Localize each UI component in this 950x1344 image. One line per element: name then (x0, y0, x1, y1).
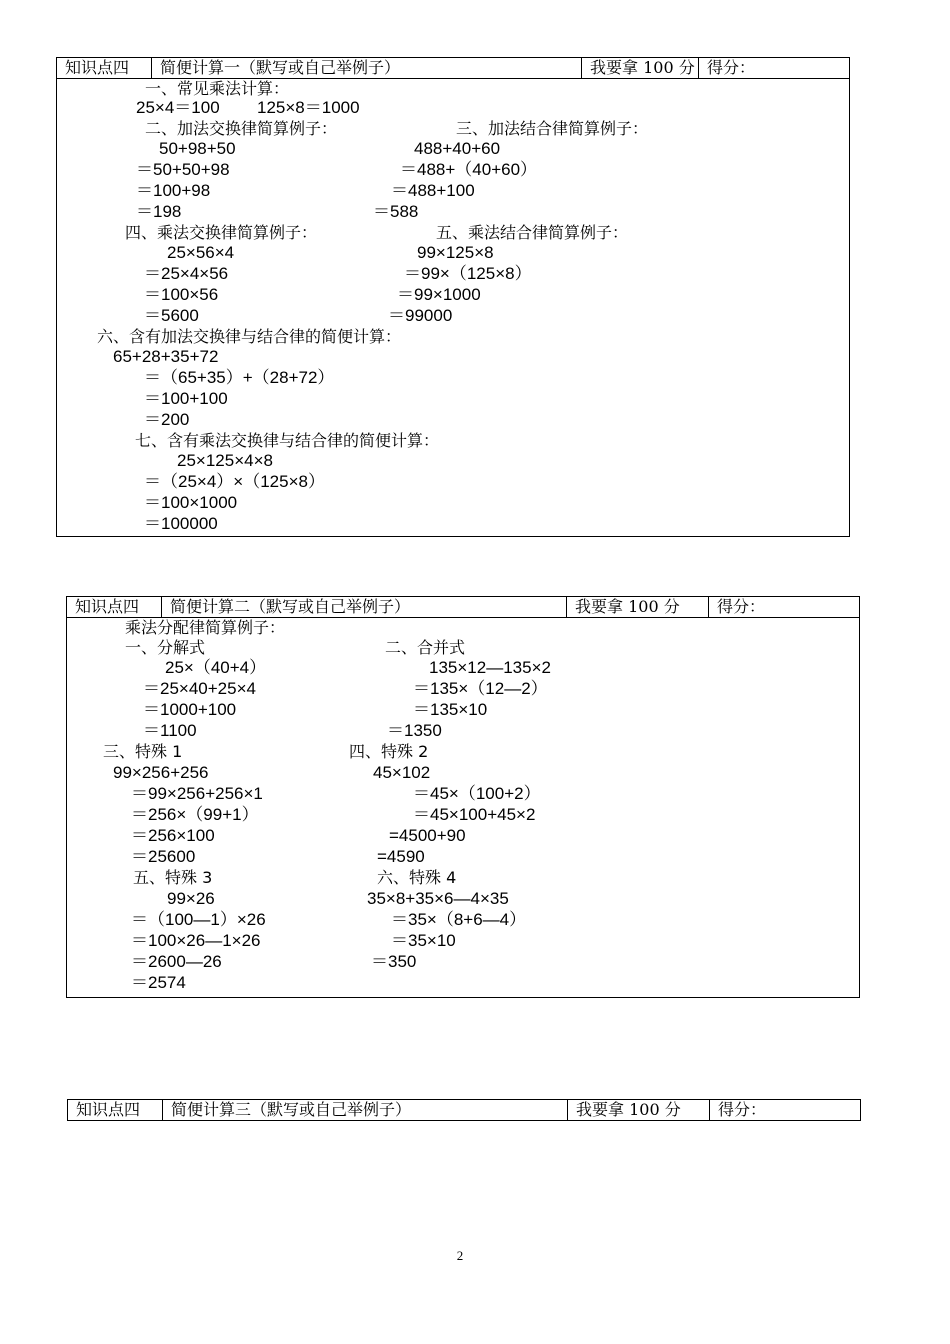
header-topic: 知识点四 (75, 597, 140, 616)
calc-line: 99×256+256 (113, 763, 209, 782)
header-title: 简便计算一（默写或自己举例子） (151, 58, 581, 78)
header-score: 得分： (708, 597, 861, 617)
calc-line: ＝100×26—1×26 (131, 931, 261, 950)
header-title: 简便计算三（默写或自己举例子） (162, 1100, 567, 1120)
calc-line: ＝45×100+45×2 (413, 805, 536, 824)
calc-line: ＝（100—1）×26 (131, 910, 266, 929)
calc-line: 45×102 (373, 763, 431, 782)
calc-line: ＝1100 (143, 721, 197, 740)
section-heading: 二、加法交换律简算例子： (145, 119, 338, 138)
calc-line: ＝25600 (131, 847, 196, 866)
knowledge-table-3 (67, 1099, 861, 1121)
calc-line: ＝256×（99+1） (131, 805, 259, 824)
calc-line: ＝488+（40+60） (400, 160, 538, 179)
calc-line: 25×56×4 (167, 243, 235, 262)
table-header (68, 1100, 860, 1120)
section-heading: 五、乘法结合律简算例子： (436, 223, 629, 242)
calc-line: ＝100+100 (144, 389, 228, 408)
section-heading: 六、含有加法交换律与结合律的简便计算： (97, 327, 402, 346)
section-heading: 七、含有乘法交换律与结合律的简便计算： (135, 431, 440, 450)
calc-line: ＝35×（8+6—4） (391, 910, 527, 929)
calc-line: ＝35×10 (391, 931, 456, 950)
calc-line: 50+98+50 (159, 139, 236, 158)
calc-line: ＝135×（12—2） (413, 679, 548, 698)
header-topic: 知识点四 (65, 58, 130, 77)
calc-line: 488+40+60 (414, 139, 501, 158)
section-heading: 一、分解式 (125, 638, 206, 657)
calc-line: ＝99×（125×8） (404, 264, 532, 283)
calc-line: ＝350 (371, 952, 417, 971)
calc-line: ＝（65+35）+（28+72） (144, 368, 335, 387)
section-heading: 乘法分配律简算例子： (125, 618, 286, 637)
header-title: 简便计算二（默写或自己举例子） (161, 597, 566, 617)
section-heading: 三、加法结合律简算例子： (456, 119, 649, 138)
calc-line: ＝100×1000 (144, 493, 238, 512)
calc-line: ＝1000+100 (143, 700, 237, 719)
section-heading: 四、特殊 2 (349, 742, 429, 761)
calc-line: 25×（40+4） (165, 658, 267, 677)
calc-line: ＝100×56 (144, 285, 219, 304)
section-heading: 五、特殊 3 (133, 868, 213, 887)
knowledge-table-2 (66, 596, 860, 998)
page-number: 2 (456, 1248, 464, 1263)
section-heading: 四、乘法交换律简算例子： (125, 223, 318, 242)
calc-line: ＝2600—26 (131, 952, 222, 971)
calc-line: 65+28+35+72 (113, 347, 219, 366)
calc-line: ＝25×4×56 (144, 264, 229, 283)
calc-line: ＝200 (144, 410, 190, 429)
calc-line: 25×4＝100 (136, 98, 220, 117)
table-header (67, 597, 859, 618)
header-goal: 我要拿 100 分 (581, 58, 698, 78)
calc-line: =4500+90 (389, 826, 466, 845)
calc-line: ＝50+50+98 (136, 160, 230, 179)
calc-line: ＝45×（100+2） (413, 784, 541, 803)
header-goal: 我要拿 100 分 (567, 1100, 709, 1120)
calc-line: ＝1350 (387, 721, 442, 740)
section-heading: 一、常见乘法计算： (145, 79, 290, 98)
section-heading: 六、特殊 4 (377, 868, 457, 887)
calc-line: ＝588 (373, 202, 419, 221)
calc-line: ＝99×256+256×1 (131, 784, 263, 803)
calc-line: ＝256×100 (131, 826, 215, 845)
calc-line: 25×125×4×8 (177, 451, 273, 470)
calc-line: ＝99×1000 (397, 285, 481, 304)
header-goal: 我要拿 100 分 (566, 597, 708, 617)
section-heading: 三、特殊 1 (103, 742, 183, 761)
calc-line: ＝2574 (131, 973, 186, 992)
calc-line: 35×8+35×6—4×35 (367, 889, 509, 908)
calc-line: ＝（25×4）×（125×8） (144, 472, 325, 491)
calc-line: 99×125×8 (417, 243, 494, 262)
calc-line: =4590 (377, 847, 425, 866)
calc-line: ＝25×40+25×4 (143, 679, 256, 698)
calc-line: 135×12—135×2 (429, 658, 551, 677)
table-header (57, 58, 849, 79)
calc-line: 99×26 (167, 889, 215, 908)
calc-line: ＝5600 (144, 306, 199, 325)
header-score: 得分： (698, 58, 851, 78)
calc-line: ＝99000 (388, 306, 453, 325)
header-score: 得分： (709, 1100, 862, 1120)
calc-line: ＝198 (136, 202, 182, 221)
knowledge-table-1 (56, 57, 850, 537)
calc-line: 125×8＝1000 (257, 98, 360, 117)
section-heading: 二、合并式 (385, 638, 466, 657)
calc-line: ＝135×10 (413, 700, 488, 719)
calc-line: ＝488+100 (391, 181, 475, 200)
header-topic: 知识点四 (76, 1100, 141, 1119)
calc-line: ＝100000 (144, 514, 218, 533)
calc-line: ＝100+98 (136, 181, 211, 200)
